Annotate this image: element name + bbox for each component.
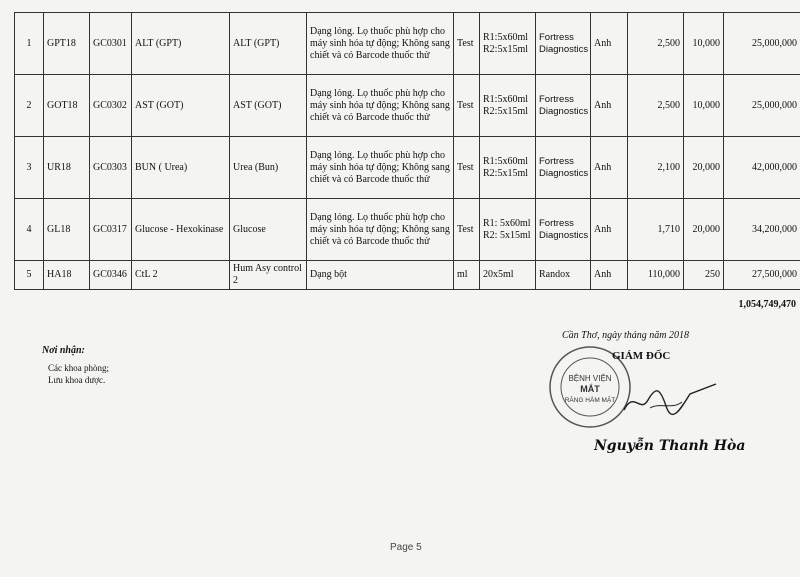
item-quantity: 10,000: [684, 75, 724, 137]
recipient-line: Lưu khoa dược.: [48, 375, 106, 385]
item-code: GL18: [44, 199, 90, 261]
generic-name: ALT (GPT): [230, 13, 307, 75]
item-manufacturer: Fortress Diagnostics: [536, 13, 591, 75]
item-origin: Anh: [591, 137, 628, 199]
item-name: Glucose - Hexokinase: [132, 199, 230, 261]
item-total: 27,500,000: [724, 261, 800, 290]
item-manufacturer: Fortress Diagnostics: [536, 199, 591, 261]
row-index: 3: [15, 137, 44, 199]
item-description: Dạng bột: [307, 261, 454, 290]
item-code: GPT18: [44, 13, 90, 75]
ref-code: GC0301: [90, 13, 132, 75]
item-description: Dạng lỏng. Lọ thuốc phù hợp cho máy sinh hóa tự động; Không sang chiết và có Barcode thuốc thử: [307, 137, 454, 199]
place-date: Cần Thơ, ngày tháng năm 2018: [562, 330, 690, 341]
signer-name: Nguyễn Thanh Hòa: [594, 438, 746, 454]
ref-code: GC0346: [90, 261, 132, 290]
item-origin: Anh: [591, 261, 628, 290]
item-total: 25,000,000: [724, 13, 800, 75]
item-pack: R1:5x60ml R2:5x15ml: [480, 13, 536, 75]
generic-name: Hum Asy control 2: [230, 261, 307, 290]
item-price: 2,500: [628, 13, 684, 75]
table-row: [15, 199, 800, 261]
item-description: Dạng lỏng. Lọ thuốc phù hợp cho máy sinh hóa tự động; Không sang chiết và có Barcode thuốc thử: [307, 75, 454, 137]
item-quantity: 20,000: [684, 137, 724, 199]
item-code: GOT18: [44, 75, 90, 137]
table-row: [15, 137, 800, 199]
grand-total: 1,054,749,470: [738, 299, 796, 310]
item-origin: Anh: [591, 199, 628, 261]
item-total: 34,200,000: [724, 199, 800, 261]
item-price: 1,710: [628, 199, 684, 261]
item-name: AST (GOT): [132, 75, 230, 137]
page-number: Page 5: [390, 542, 422, 553]
item-description: Dạng lỏng. Lọ thuốc phù hợp cho máy sinh hóa tự động; Không sang chiết và có Barcode thuốc thử: [307, 13, 454, 75]
generic-name: Urea (Bun): [230, 137, 307, 199]
item-origin: Anh: [591, 75, 628, 137]
item-unit: Test: [454, 75, 480, 137]
item-unit: Test: [454, 13, 480, 75]
item-unit: Test: [454, 199, 480, 261]
item-description: Dạng lỏng. Lọ thuốc phù hợp cho máy sinh hóa tự động; Không sang chiết và có Barcode thuốc thử: [307, 199, 454, 261]
item-manufacturer: Fortress Diagnostics: [536, 75, 591, 137]
ref-code: GC0303: [90, 137, 132, 199]
row-index: 5: [15, 261, 44, 290]
item-quantity: 20,000: [684, 199, 724, 261]
item-total: 25,000,000: [724, 75, 800, 137]
row-index: 4: [15, 199, 44, 261]
stamp-line: MẮT: [580, 384, 600, 394]
recipient-line: Các khoa phòng;: [48, 363, 109, 373]
recipients-title: Nơi nhận:: [42, 345, 85, 356]
item-name: CtL 2: [132, 261, 230, 290]
item-pack: R1:5x60ml R2:5x15ml: [480, 75, 536, 137]
item-manufacturer: Fortress Diagnostics: [536, 137, 591, 199]
item-code: HA18: [44, 261, 90, 290]
item-price: 110,000: [628, 261, 684, 290]
ref-code: GC0302: [90, 75, 132, 137]
items-table: [14, 12, 800, 290]
row-index: 2: [15, 75, 44, 137]
item-pack: 20x5ml: [480, 261, 536, 290]
item-manufacturer: Randox: [536, 261, 591, 290]
item-price: 2,500: [628, 75, 684, 137]
director-title: GIÁM ĐỐC: [612, 350, 671, 362]
item-price: 2,100: [628, 137, 684, 199]
item-name: ALT (GPT): [132, 13, 230, 75]
item-quantity: 250: [684, 261, 724, 290]
stamp-line: BỆNH VIỆN: [568, 374, 612, 383]
item-origin: Anh: [591, 13, 628, 75]
table-row: [15, 13, 800, 75]
generic-name: AST (GOT): [230, 75, 307, 137]
item-quantity: 10,000: [684, 13, 724, 75]
item-pack: R1:5x60ml R2:5x15ml: [480, 137, 536, 199]
generic-name: Glucose: [230, 199, 307, 261]
recipients-block: [42, 345, 109, 386]
item-unit: ml: [454, 261, 480, 290]
item-name: BUN ( Urea): [132, 137, 230, 199]
ref-code: GC0317: [90, 199, 132, 261]
table-row: [15, 261, 800, 290]
signature-scribble: [620, 380, 720, 420]
row-index: 1: [15, 13, 44, 75]
item-total: 42,000,000: [724, 137, 800, 199]
table-row: [15, 75, 800, 137]
item-pack: R1: 5x60ml R2: 5x15ml: [480, 199, 536, 261]
stamp-line: RĂNG HÀM MẶT: [564, 397, 616, 404]
item-code: UR18: [44, 137, 90, 199]
item-unit: Test: [454, 137, 480, 199]
